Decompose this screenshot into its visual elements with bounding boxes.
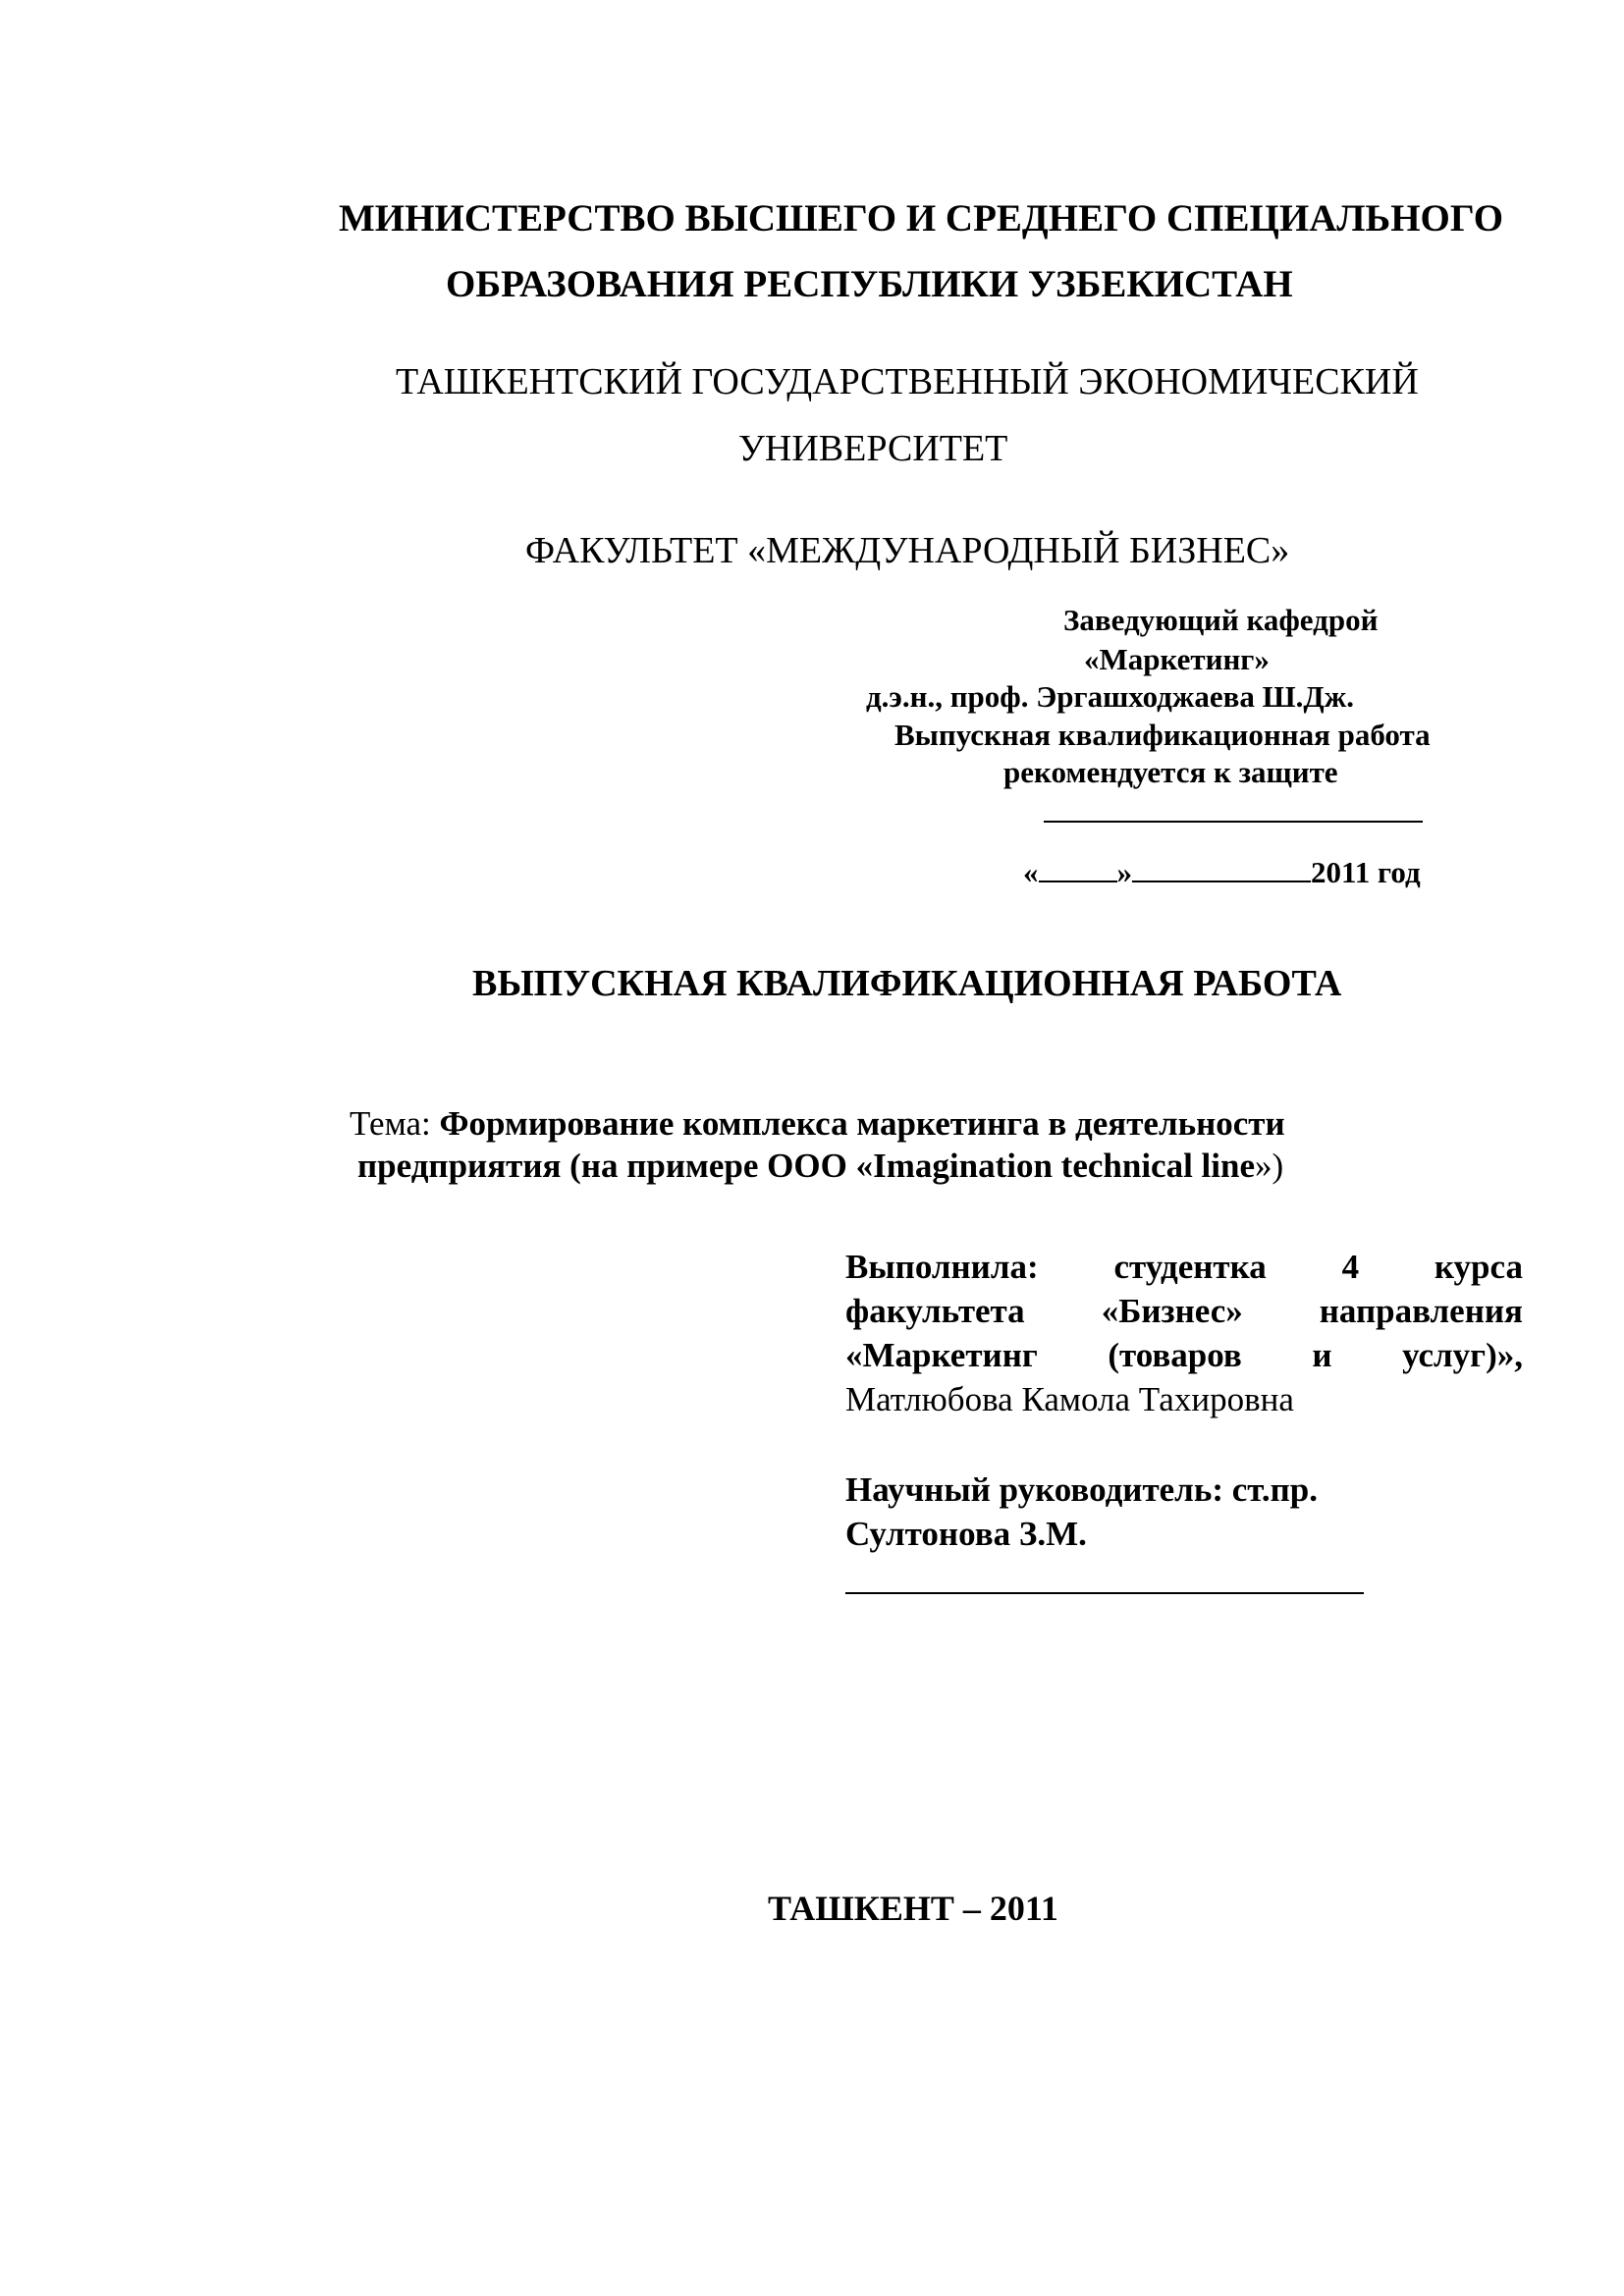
topic-line-2 (357, 1148, 1283, 1183)
student-word: Выполнила: (845, 1248, 1039, 1286)
faculty-name: ФАКУЛЬТЕТ «МЕЖДУНАРОДНЫЙ БИЗНЕС» (525, 530, 1290, 571)
topic-title-part-2: предприятия (на примере ООО «Imagination technical line (357, 1147, 1255, 1185)
student-word: факультета (845, 1292, 1025, 1330)
approval-date (1023, 850, 1421, 887)
date-day-blank (1039, 850, 1117, 882)
topic-title-end: ») (1255, 1147, 1284, 1185)
ministry-line-2: ОБРАЗОВАНИЯ РЕСПУБЛИКИ УЗБЕКИСТАН (446, 263, 1293, 305)
student-word: студентка (1113, 1248, 1267, 1286)
student-word: «Бизнес» (1101, 1292, 1243, 1330)
student-word: курса (1434, 1248, 1523, 1286)
approval-head-of-department: Заведующий кафедрой (1063, 603, 1379, 637)
topic-label: Тема: (350, 1104, 440, 1143)
topic-title-part-1: Формирование комплекса маркетинга в деятельности (439, 1104, 1285, 1143)
student-row-3 (845, 1338, 1523, 1372)
topic-line-1 (350, 1106, 1285, 1141)
supervisor-name: Султонова З.М. (845, 1515, 1087, 1553)
supervisor-signature-line (845, 1592, 1364, 1594)
university-line-2: УНИВЕРСИТЕТ (738, 428, 1008, 469)
work-title: ВЫПУСКНАЯ КВАЛИФИКАЦИОННАЯ РАБОТА (472, 963, 1342, 1004)
supervisor-title: Научный руководитель: ст.пр. (845, 1470, 1318, 1509)
student-row-2 (845, 1294, 1523, 1328)
approval-recommended: рекомендуется к защите (1003, 755, 1338, 789)
date-month-blank (1132, 850, 1311, 882)
student-word: (товаров (1108, 1336, 1242, 1374)
date-open-quote: « (1023, 855, 1039, 889)
student-word: «Маркетинг (845, 1336, 1038, 1374)
approval-signature-line (1044, 821, 1423, 823)
student-word: 4 (1341, 1248, 1360, 1286)
date-year: 2011 год (1311, 855, 1421, 889)
student-word: услуг)», (1402, 1336, 1523, 1374)
student-row-1 (845, 1250, 1523, 1284)
student-word: и (1312, 1336, 1332, 1374)
approval-work-type: Выпускная квалификационная работа (894, 718, 1431, 752)
city-year: ТАШКЕНТ – 2011 (768, 1889, 1058, 1928)
university-line-1: ТАШКЕНТСКИЙ ГОСУДАРСТВЕННЫЙ ЭКОНОМИЧЕСКИЙ (396, 361, 1419, 402)
approval-head-name: д.э.н., проф. Эргашходжаева Ш.Дж. (866, 679, 1354, 714)
student-name: Матлюбова Камола Тахировна (845, 1380, 1294, 1418)
date-close-quote: » (1116, 855, 1132, 889)
approval-department-name: «Маркетинг» (1084, 642, 1270, 676)
student-word: направления (1319, 1292, 1523, 1330)
ministry-line-1: МИНИСТЕРСТВО ВЫСШЕГО И СРЕДНЕГО СПЕЦИАЛЬНОГО (339, 197, 1504, 240)
